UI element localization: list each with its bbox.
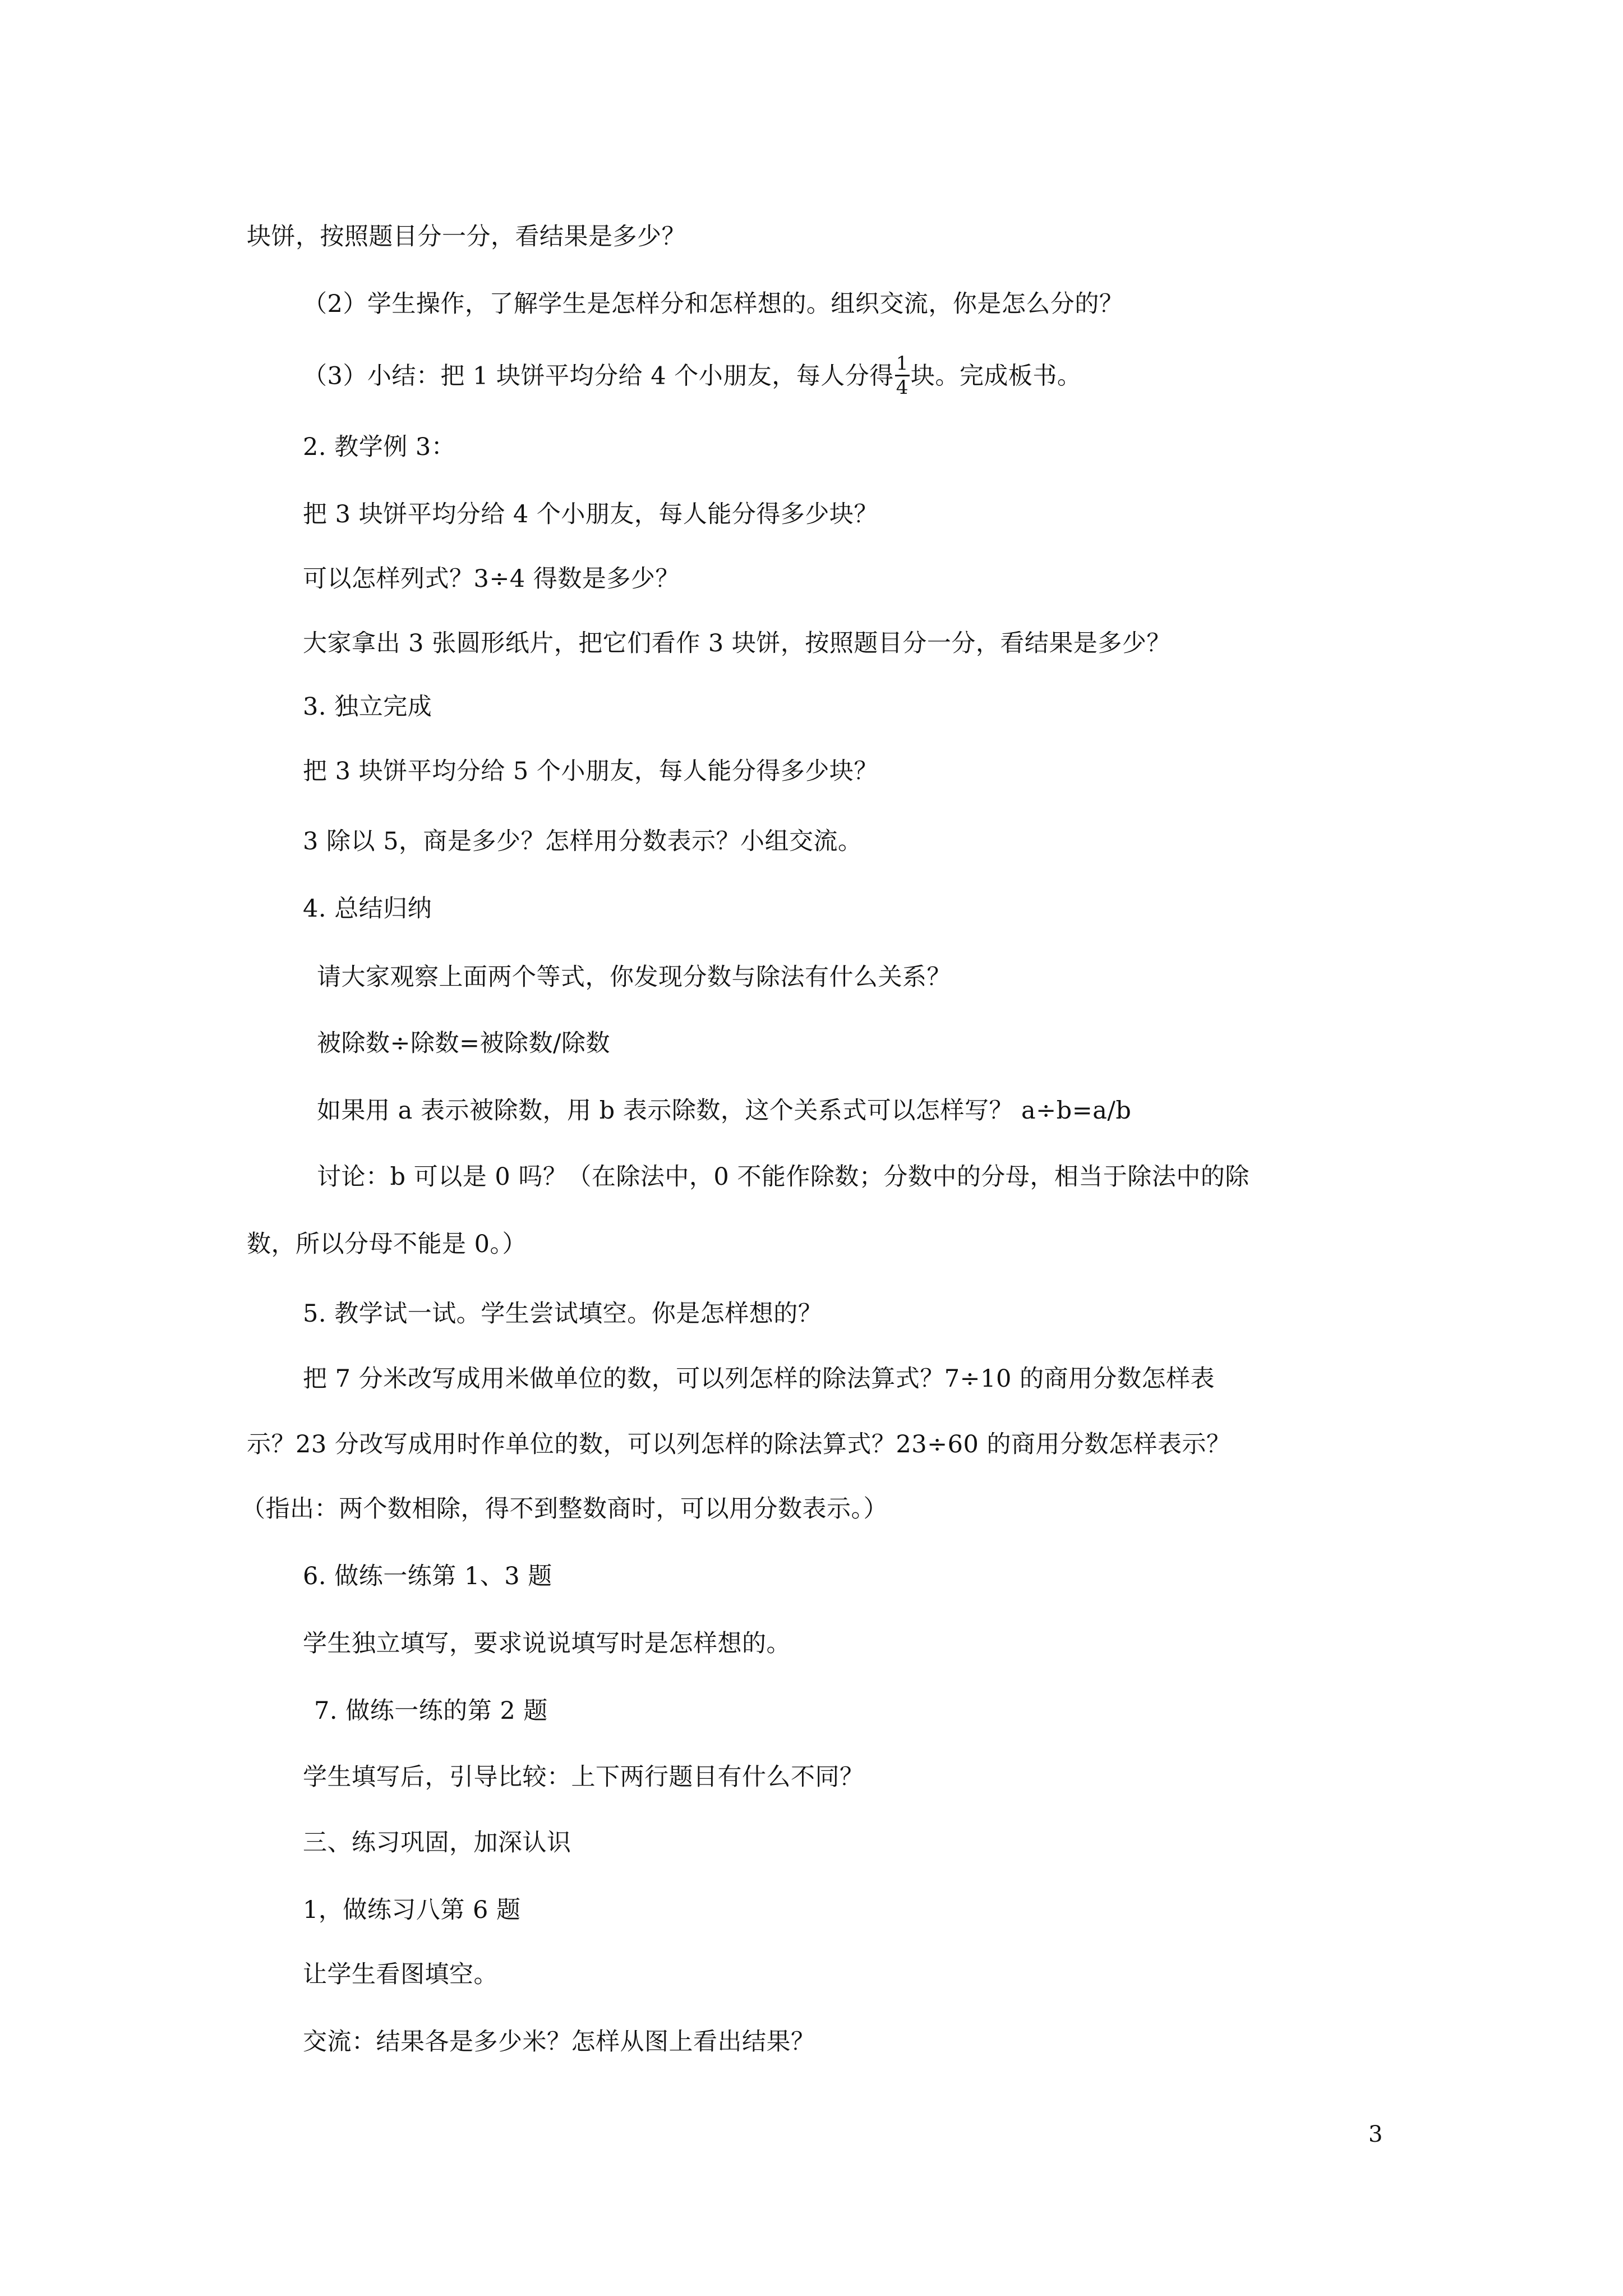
fraction-denominator: 4 [896, 376, 909, 399]
paragraph-line: 让学生看图填空。 [303, 1961, 498, 1989]
paragraph-line: 讨论：b 可以是 0 吗？（在除法中，0 不能作除数；分数中的分母，相当于除法中的除 [317, 1163, 1249, 1191]
page-number: 3 [1368, 2122, 1383, 2147]
paragraph-line: 3 除以 5，商是多少？怎样用分数表示？小组交流。 [303, 827, 863, 855]
section-heading: 三、练习巩固，加深认识 [303, 1829, 571, 1857]
paragraph-line: 把 3 块饼平均分给 5 个小朋友，每人能分得多少块？ [303, 757, 878, 785]
section-heading: 1，做练习八第 6 题 [303, 1896, 521, 1924]
paragraph-line: 数，所以分母不能是 0。） [247, 1230, 527, 1258]
paragraph-line [303, 352, 1082, 399]
paragraph-line: 学生填写后，引导比较：上下两行题目有什么不同？ [303, 1763, 864, 1791]
paragraph-line: 块饼，按照题目分一分，看结果是多少？ [247, 223, 686, 251]
text-segment: 块。完成板书。 [910, 362, 1082, 390]
paragraph-line: 可以怎样列式？3÷4 得数是多少？ [303, 565, 680, 593]
paragraph-line: 示？23 分改写成用时作单位的数，可以列怎样的除法算式？23÷60 的商用分数怎样表示？ [247, 1430, 1231, 1458]
paragraph-line: 把 3 块饼平均分给 4 个小朋友，每人能分得多少块？ [303, 500, 878, 528]
section-heading: 3. 独立完成 [303, 693, 432, 721]
paragraph-line: 把 7 分米改写成用米做单位的数，可以列怎样的除法算式？7÷10 的商用分数怎样表 [303, 1365, 1215, 1393]
paragraph-line: 如果用 a 表示被除数，用 b 表示除数，这个关系式可以怎样写？ a÷b=a/b [317, 1097, 1132, 1125]
section-heading: 5. 教学试一试。学生尝试填空。你是怎样想的？ [303, 1300, 823, 1328]
section-heading: 7. 做练一练的第 2 题 [314, 1697, 548, 1725]
paragraph-line: 学生独立填写，要求说说填写时是怎样想的。 [303, 1630, 791, 1658]
fraction-numerator: 1 [895, 352, 910, 376]
paragraph-line: 交流：结果各是多少米？怎样从图上看出结果？ [303, 2028, 815, 2056]
paragraph-line: 大家拿出 3 张圆形纸片，把它们看作 3 块饼，按照题目分一分，看结果是多少？ [303, 629, 1171, 657]
section-heading: 6. 做练一练第 1、3 题 [303, 1562, 552, 1590]
paragraph-line: （2）学生操作，了解学生是怎样分和怎样想的。组织交流，你是怎么分的？ [303, 290, 1124, 318]
paragraph-line: （指出：两个数相除，得不到整数商时，可以用分数表示。） [241, 1495, 888, 1523]
section-heading: 2. 教学例 3： [303, 433, 456, 461]
formula-line: 被除数÷除数=被除数/除数 [317, 1029, 611, 1057]
fraction [895, 352, 910, 399]
text-segment: （3）小结：把 1 块饼平均分给 4 个小朋友，每人分得 [303, 362, 894, 390]
paragraph-line: 请大家观察上面两个等式，你发现分数与除法有什么关系？ [317, 963, 951, 991]
section-heading: 4. 总结归纳 [303, 895, 432, 923]
